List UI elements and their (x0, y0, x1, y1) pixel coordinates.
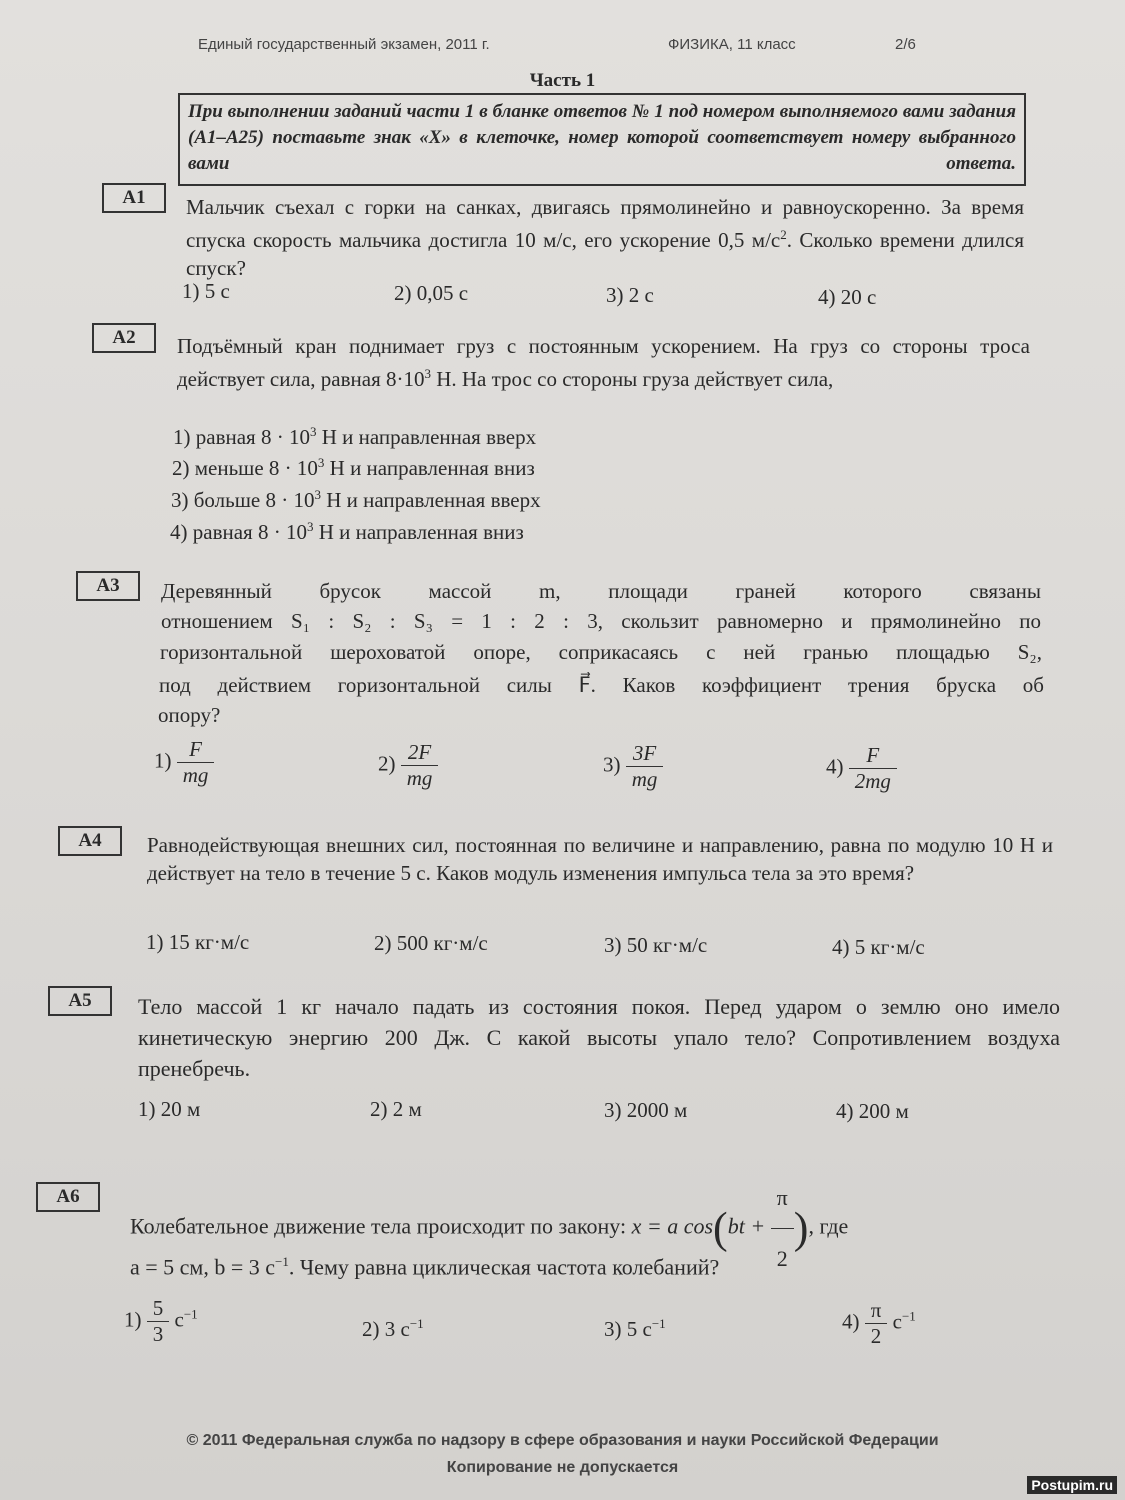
instruction-box: При выполнении заданий части 1 в бланке ответов № 1 под номером выполняемого вами задания (А1–А25) поставьте знак «X» в клеточке, номер которой соответствует номеру выбранного вами ответа. (178, 93, 1026, 186)
a4-option-1: 1) 15 кг·м/с (146, 930, 250, 954)
task-text-a6-line-1: Колебательное движение тела происходит по закону: x = a cos(bt + $\frac{\pi}{2}$ ), где (130, 1168, 1070, 1289)
task-number-a6: А6 (36, 1182, 100, 1212)
task-a3-line-4: под действием горизонтальной силы F⃗. Каков коэффициент трения бруска об (159, 673, 1044, 697)
a1-option-3: 3) 2 с (606, 283, 654, 307)
task-a3-line-3: горизонтальной шероховатой опоре, соприкасаясь с ней гранью площадью S₂, (160, 640, 1042, 664)
task-number-a2: А2 (92, 323, 156, 353)
task-text-a4: Равнодействующая внешних сил, постоянная по величине и направлению, равна по модулю 10 Н и действует на тело в течение 5 с. Каков модуль изменения импульса тела за это время? (147, 833, 1053, 885)
task-a3-line-2: отношением S₁ : S₂ : S₃ = 1 : 2 : 3, скользит равномерно и прямолинейно по (161, 609, 1041, 633)
a3-option-4: 4) $\frac{F}{2mg}$ (826, 743, 897, 794)
part-title: Часть 1 (529, 70, 596, 91)
a2-option-4: 4) равная $8 \cdot 10^3$ Н и направленная вниз (170, 519, 524, 544)
a1-option-1: 1) 5 с (182, 279, 230, 303)
task-a3-line-1: Деревянный брусок массой m, площади граней которого связаны (161, 579, 1041, 603)
a2-option-2: 2) меньше $8 \cdot 10^3$ Н и направленная вниз (172, 455, 535, 480)
header-subject: ФИЗИКА, 11 класс (668, 36, 796, 53)
a3-option-3: 3) $\frac{3F}{mg}$ (603, 741, 663, 792)
task-text-a5: Тело массой 1 кг начало падать из состояния покоя. Перед ударом о землю оно имело кинетическую энергию 200 Дж. С какой высоты упало тело? Сопротивлением воздуха пренебречь. (138, 994, 1060, 1081)
a6-option-3: 3) 5 $с^{-1}$ (604, 1316, 666, 1341)
a5-option-4: 4) 200 м (836, 1099, 909, 1123)
a2-option-1: 1) равная $8 \cdot 10^3$ Н и направленная вверх (173, 424, 537, 449)
task-text-a1: Мальчик съехал с горки на санках, двигаясь прямолинейно и равноускоренно. За время спуска скорость мальчика достигла 10 м/с, его ускорение 0,5 $м/с^2$. Сколько времени длился спуск? (186, 195, 1024, 280)
task-number-a4: А4 (58, 826, 122, 856)
task-number-a1: А1 (102, 183, 166, 213)
header-exam: Единый государственный экзамен, 2011 г. (198, 36, 490, 53)
a6-option-2: 2) 3 $с^{-1}$ (362, 1316, 424, 1341)
a2-option-3: 3) больше $8 \cdot 10^3$ Н и направленная вверх (171, 487, 541, 512)
task-number-a3: А3 (76, 571, 140, 601)
a4-option-2: 2) 500 кг·м/с (374, 931, 488, 955)
a3-option-1: 1) $\frac{F}{mg}$ (154, 737, 214, 788)
a6-option-4: 4) $\frac{\pi}{2}$ $с^{-1}$ (842, 1298, 916, 1348)
a6-option-1: 1) $\frac{5}{3}$ $с^{-1}$ (124, 1296, 198, 1346)
a4-option-3: 3) 50 кг·м/с (604, 933, 708, 957)
a3-option-2: 2) $\frac{2F}{mg}$ (378, 740, 438, 791)
task-number-a5: А5 (48, 986, 112, 1016)
a1-option-2: 2) 0,05 с (394, 281, 469, 305)
a4-option-4: 4) 5 кг·м/с (832, 935, 925, 959)
task-text-a2: Подъёмный кран поднимает груз с постоянным ускорением. На груз со стороны троса действует сила, равная $8\cdot 10^3$ Н. На трос со стороны груза действует сила, (177, 334, 1030, 391)
footer-notice: Копирование не допускается (446, 1459, 679, 1476)
watermark: Postupim.ru (1027, 1476, 1117, 1494)
task-a3-line-5: опору? (158, 703, 221, 727)
a5-option-3: 3) 2000 м (604, 1098, 688, 1122)
a5-option-1: 1) 20 м (138, 1097, 201, 1121)
a1-option-4: 4) 20 с (818, 285, 877, 309)
a5-option-2: 2) 2 м (370, 1097, 422, 1121)
task-text-a6-line-2: a = 5 см, b = 3 $с^{-1}$. Чему равна циклическая частота колебаний? (130, 1254, 720, 1280)
footer-copyright: © 2011 Федеральная служба по надзору в сфере образования и науки Российской Федерации (186, 1432, 939, 1449)
header-page: 2/6 (895, 36, 916, 53)
